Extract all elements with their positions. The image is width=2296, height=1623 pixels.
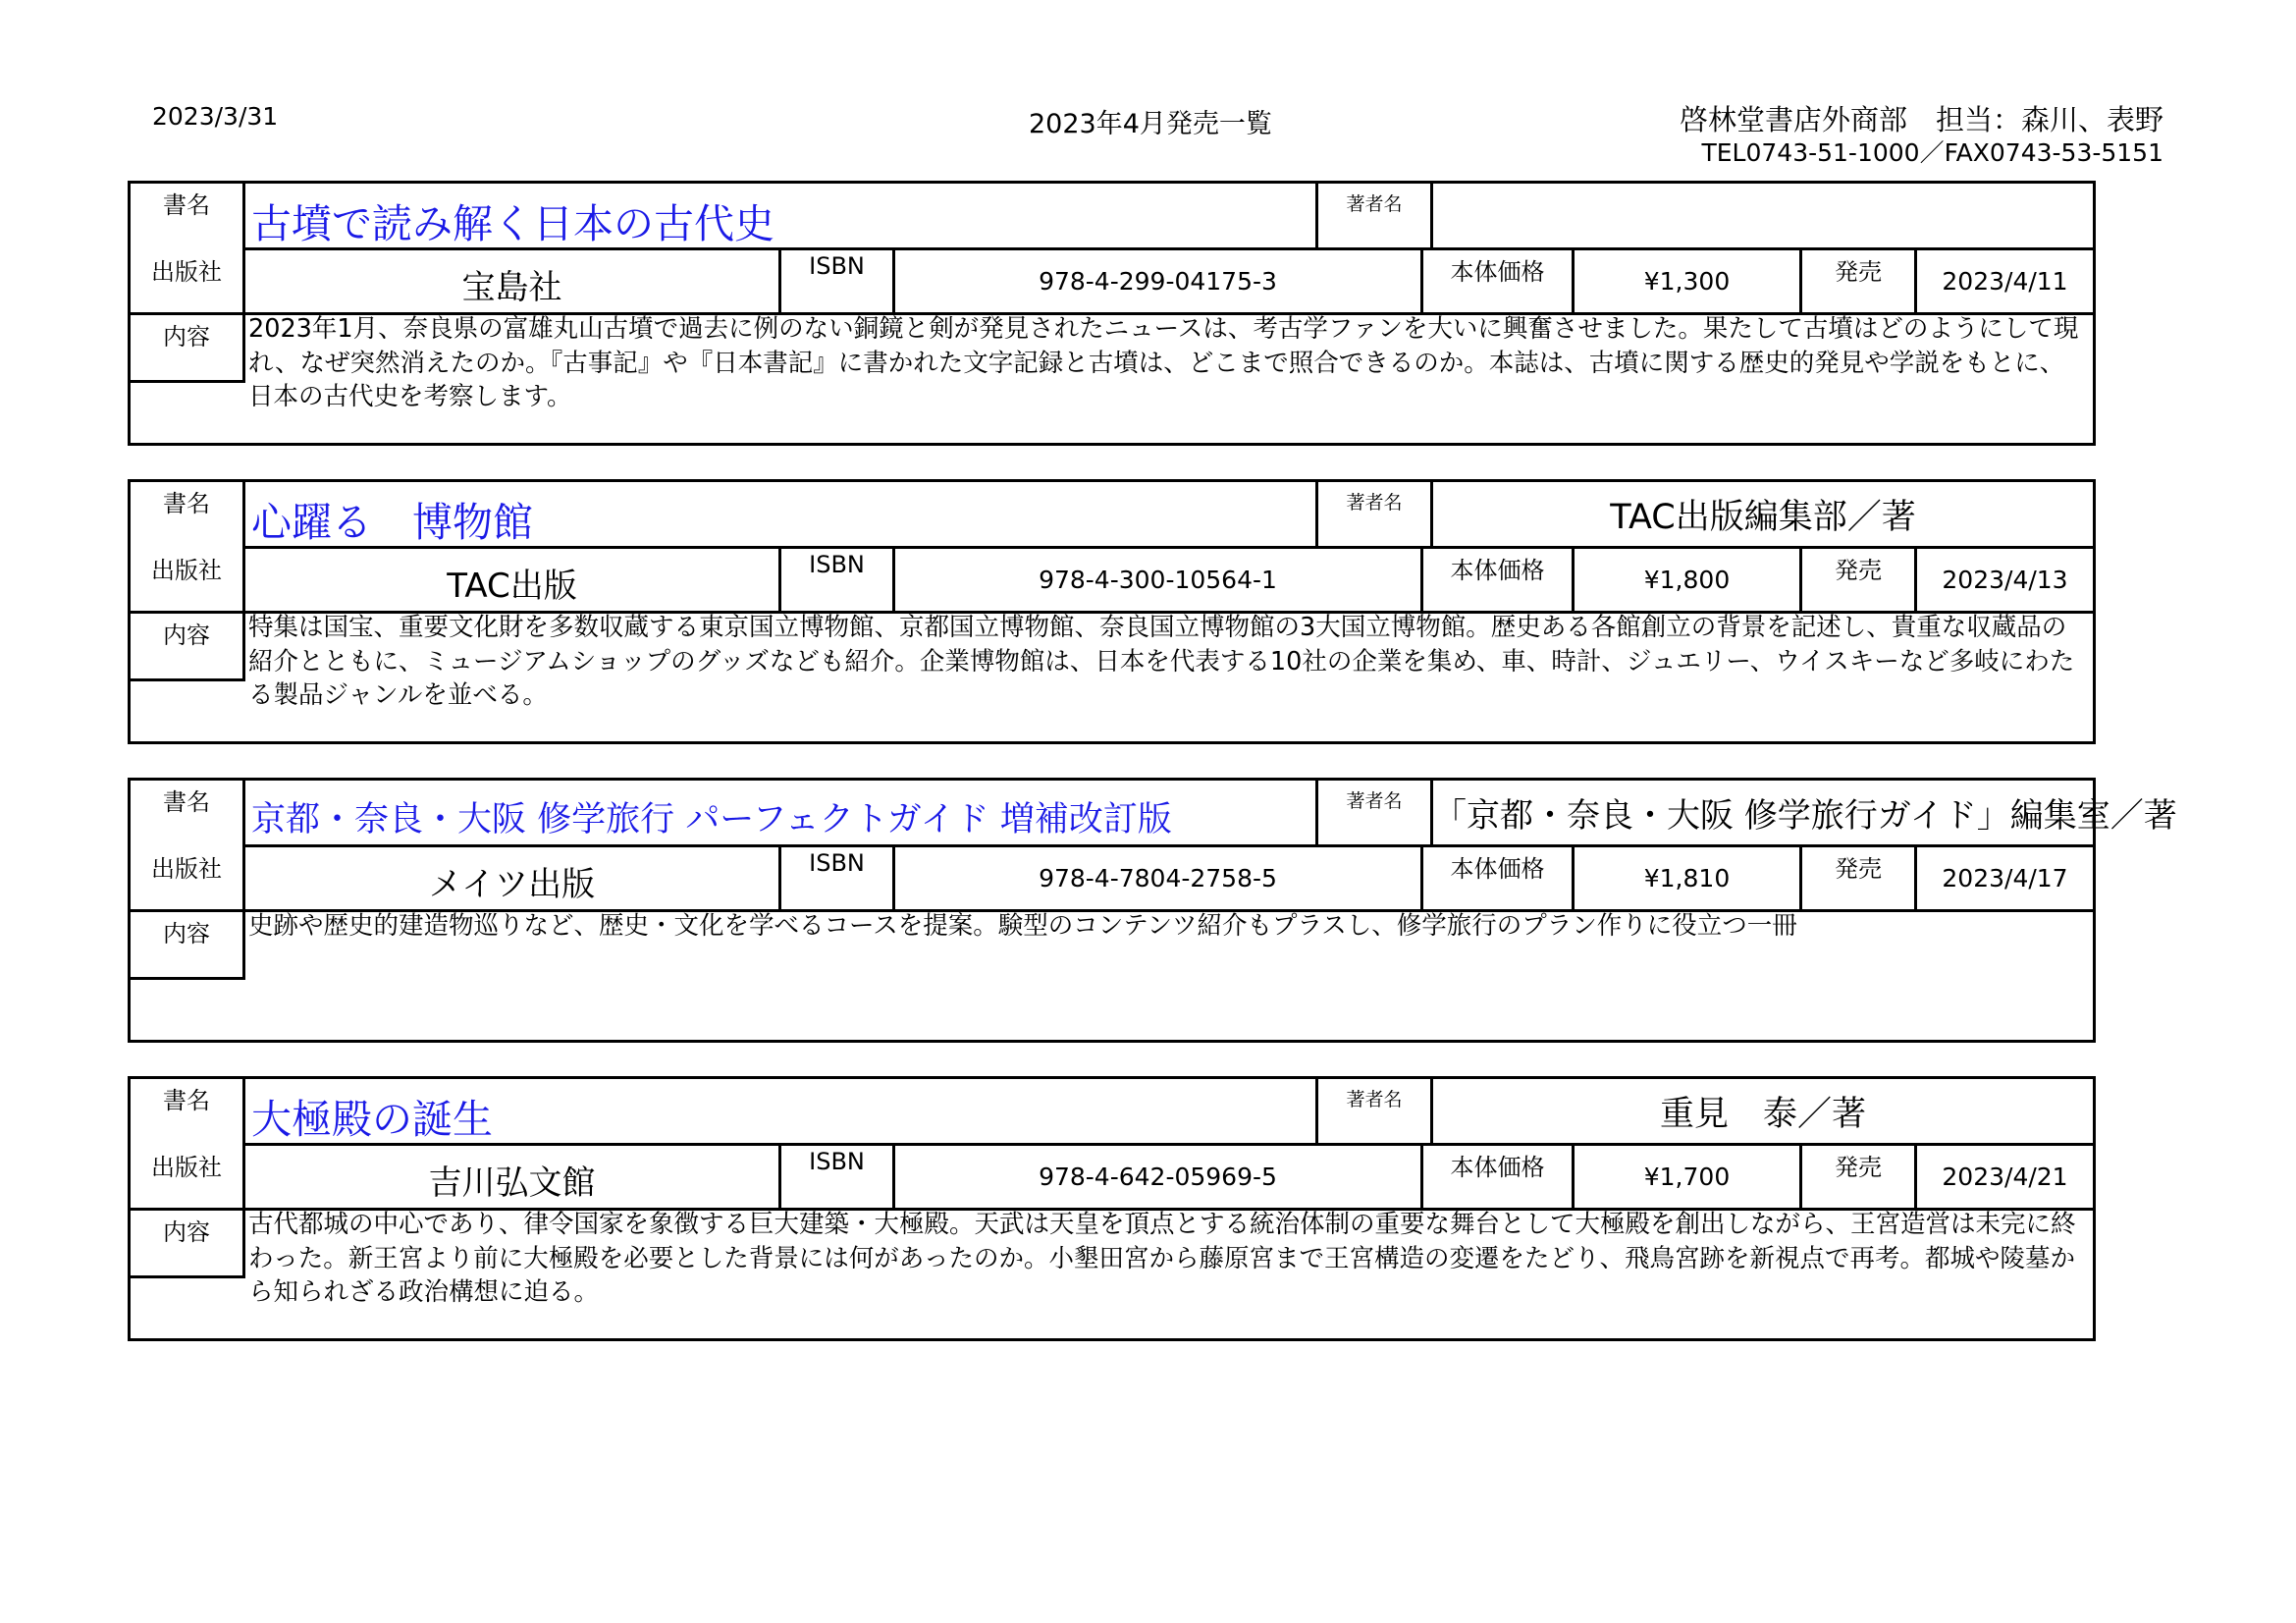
book-release-date: 2023/4/17 [1917, 847, 2093, 912]
book-isbn: 978-4-300-10564-1 [895, 549, 1423, 614]
title-label: 書名 [131, 781, 245, 847]
author-label: 著者名 [1318, 184, 1433, 250]
book-release-date: 2023/4/11 [1917, 250, 2093, 315]
book-description: 古代都城の中心であり、律令国家を象徴する巨大建築・大極殿。天武は天皇を頂点とする統治体制の重要な舞台として大極殿を創出しながら、王宮造営は未完に終わった。新王宮より前に大極殿を必要とした背景には何があったのか。小墾田宮から藤原宮まで王宮構造の変遷をたどり、飛鳥宮跡を新視点で再考。都城や陵墓から知られざる政治構想に迫る。 [248, 1210, 2076, 1307]
isbn-label: ISBN [781, 847, 895, 912]
book-entry [128, 778, 2177, 1043]
release-label: 発売 [1802, 250, 1917, 315]
book-title: 古墳で読み解く日本の古代史 [245, 184, 1318, 250]
shop-tel-fax: TEL0743-51-1000／FAX0743-53-5151 [1701, 138, 2163, 167]
content-label: 内容 [131, 315, 245, 383]
isbn-label: ISBN [781, 1146, 895, 1211]
book-author: TAC出版編集部／著 [1433, 482, 2093, 549]
book-publisher: メイツ出版 [245, 847, 781, 912]
author-label: 著者名 [1318, 1079, 1433, 1146]
release-label: 発売 [1802, 1146, 1917, 1211]
book-entry [128, 1076, 2096, 1341]
shop-contact: 啓林堂書店外商部 担当：森川、表野 [1679, 103, 2163, 136]
price-label: 本体価格 [1423, 549, 1575, 614]
book-release-date: 2023/4/13 [1917, 549, 2093, 614]
publisher-label: 出版社 [131, 847, 245, 912]
book-title: 大極殿の誕生 [245, 1079, 1318, 1146]
book-author: 「京都・奈良・大阪 修学旅行ガイド」編集室／著 [1433, 781, 2093, 847]
isbn-label: ISBN [781, 549, 895, 614]
book-entry [128, 479, 2096, 744]
price-label: 本体価格 [1423, 1146, 1575, 1211]
book-publisher: 宝島社 [245, 250, 781, 315]
book-release-date: 2023/4/21 [1917, 1146, 2093, 1211]
book-price: ¥1,300 [1575, 250, 1802, 315]
book-publisher: 吉川弘文館 [245, 1146, 781, 1211]
book-price: ¥1,700 [1575, 1146, 1802, 1211]
content-label: 内容 [131, 912, 245, 980]
author-label: 著者名 [1318, 482, 1433, 549]
content-label: 内容 [131, 614, 245, 681]
release-label: 発売 [1802, 847, 1917, 912]
title-label: 書名 [131, 1079, 245, 1146]
publisher-label: 出版社 [131, 1146, 245, 1211]
author-label: 著者名 [1318, 781, 1433, 847]
book-description: 特集は国宝、重要文化財を多数収蔵する東京国立博物館、京都国立博物館、奈良国立博物館の3大国立博物館。歴史ある各館創立の背景を記述し、貴重な収蔵品の紹介とともに、ミュージアムショップのグッズなども紹介。企業博物館は、日本を代表する10社の企業を集め、車、時計、ジュエリー、ウイスキーなど多岐にわたる製品ジャンルを並べる。 [248, 613, 2075, 710]
book-price: ¥1,800 [1575, 549, 1802, 614]
book-author: 重見 泰／著 [1433, 1079, 2093, 1146]
book-entry [128, 181, 2096, 446]
price-label: 本体価格 [1423, 847, 1575, 912]
header-date: 2023/3/31 [152, 102, 279, 131]
book-description: 史跡や歴史的建造物巡りなど、歴史・文化を学べるコースを提案。験型のコンテンツ紹介もプラスし、修学旅行のプラン作りに役立つ一冊 [248, 911, 1797, 941]
book-title: 心躍る 博物館 [245, 482, 1318, 549]
title-label: 書名 [131, 184, 245, 250]
release-label: 発売 [1802, 549, 1917, 614]
book-description: 2023年1月、奈良県の富雄丸山古墳で過去に例のない銅鏡と剣が発見されたニュースは、考古学ファンを大いに興奮させました。果たして古墳はどのようにして現れ、なぜ突然消えたのか。『古事記』や『日本書記』に書かれた文字記録と古墳は、どこまで照合できるのか。本誌は、古墳に関する歴史的発見や学説をもとに、日本の古代史を考察します。 [248, 314, 2079, 411]
title-label: 書名 [131, 482, 245, 549]
book-title: 京都・奈良・大阪 修学旅行 パーフェクトガイド 増補改訂版 [245, 781, 1318, 847]
content-label: 内容 [131, 1211, 245, 1278]
page-title: 2023年4月発売一覧 [1029, 109, 1272, 139]
price-label: 本体価格 [1423, 250, 1575, 315]
book-author [1433, 184, 2093, 250]
isbn-label: ISBN [781, 250, 895, 315]
book-isbn: 978-4-299-04175-3 [895, 250, 1423, 315]
publisher-label: 出版社 [131, 549, 245, 614]
book-isbn: 978-4-642-05969-5 [895, 1146, 1423, 1211]
publisher-label: 出版社 [131, 250, 245, 315]
book-publisher: TAC出版 [245, 549, 781, 614]
book-isbn: 978-4-7804-2758-5 [895, 847, 1423, 912]
book-price: ¥1,810 [1575, 847, 1802, 912]
